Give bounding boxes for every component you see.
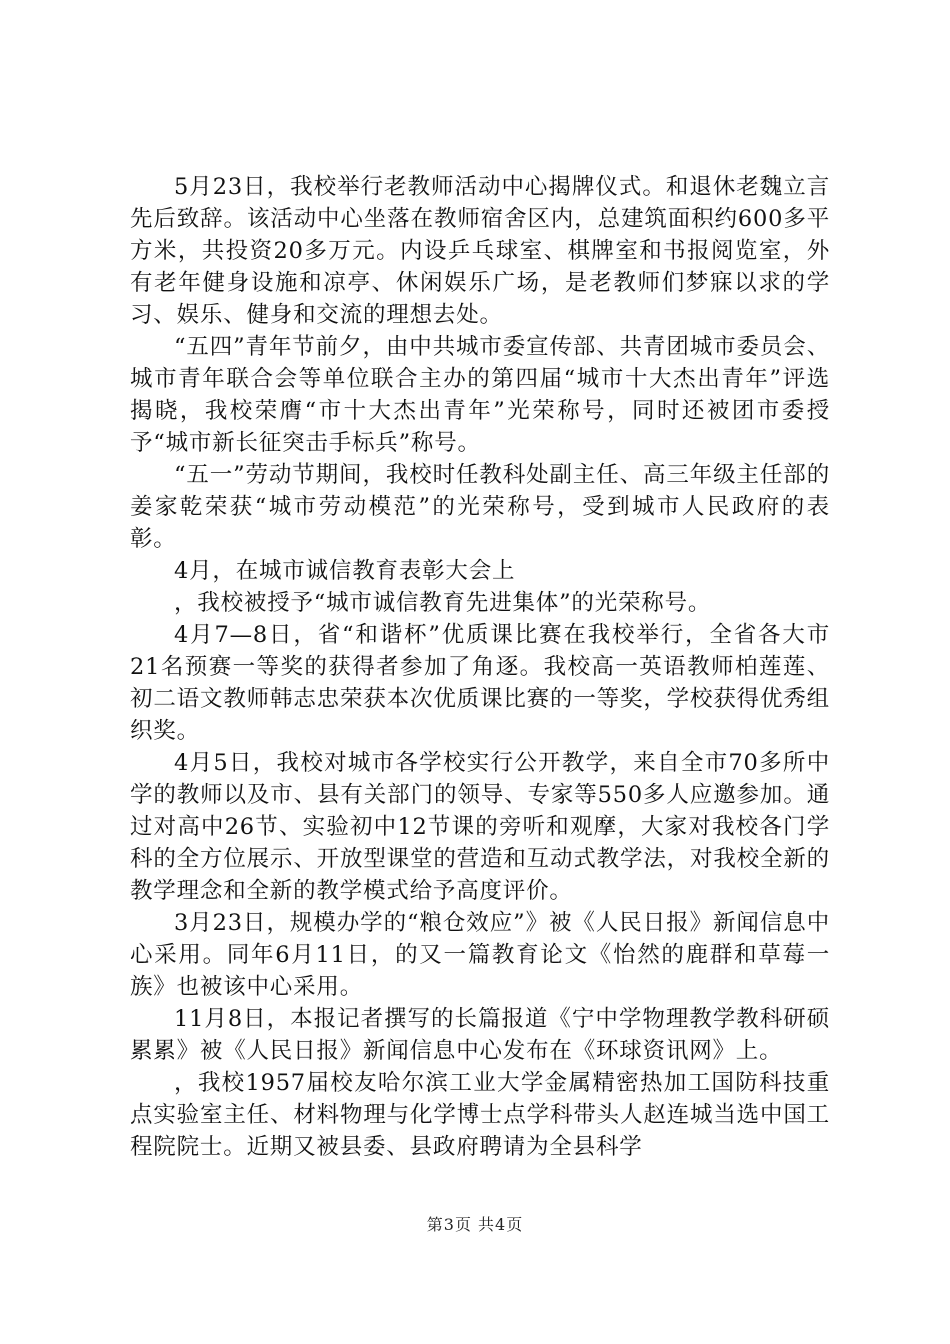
page-footer: 第3页 共4页 (426, 1215, 524, 1234)
paragraph-10: ，我校1957届校友哈尔滨工业大学金属精密热加工国防科技重点实验室主任、材料物理与化学博士点学科带头人赵连城当选中国工程院院士。近期又被县委、县政府聘请为全县科学 (130, 1070, 830, 1160)
paragraph-4: 4月，在城市诚信教育表彰大会上 (174, 558, 516, 584)
paragraph-6: 4月7—8日，省“和谐杯”优质课比赛在我校举行，全省各大市21名预赛一等奖的获得者参加了角逐。我校高一英语教师柏莲莲、初二语文教师韩志忠荣获本次优质课比赛的一等奖，学校获得优秀组织奖。 (130, 622, 830, 744)
paragraph-3: “五一”劳动节期间，我校时任教科处副主任、高三年级主任部的姜家乾荣获“城市劳动模范”的光荣称号，受到城市人民政府的表彰。 (130, 462, 830, 552)
paragraph-2: “五四”青年节前夕，由中共城市委宣传部、共青团城市委员会、城市青年联合会等单位联合主办的第四届“城市十大杰出青年”评选揭晓，我校荣膺“市十大杰出青年”光荣称号，同时还被团市委授予“城市新长征突击手标兵”称号。 (130, 334, 830, 456)
paragraph-8: 3月23日，规模办学的“粮仓效应”》被《人民日报》新闻信息中心采用。同年6月11日，的又一篇教育论文《怡然的鹿群和草莓一族》也被该中心采用。 (130, 910, 830, 1000)
document-body (130, 171, 830, 1163)
paragraph-5: ，我校被授予“城市诚信教育先进集体”的光荣称号。 (174, 590, 712, 616)
paragraph-1: 5月23日，我校举行老教师活动中心揭牌仪式。和退休老魏立言先后致辞。该活动中心坐落在教师宿舍区内，总建筑面积约600多平方米，共投资20多万元。内设乒乓球室、棋牌室和书报阅览室，外有老年健身设施和凉亭、休闲娱乐广场，是老教师们梦寐以求的学习、娱乐、健身和交流的理想去处。 (130, 174, 830, 328)
paragraph-9: 11月8日，本报记者撰写的长篇报道《宁中学物理教学教科研硕累累》被《人民日报》新闻信息中心发布在《环球资讯网》上。 (130, 1006, 830, 1064)
paragraph-7: 4月5日，我校对城市各学校实行公开教学，来自全市70多所中学的教师以及市、县有关部门的领导、专家等550多人应邀参加。通过对高中26节、实验初中12节课的旁听和观摩，大家对我校各门学科的全方位展示、开放型课堂的营造和互动式教学法，对我校全新的教学理念和全新的教学模式给予高度评价。 (130, 750, 830, 904)
